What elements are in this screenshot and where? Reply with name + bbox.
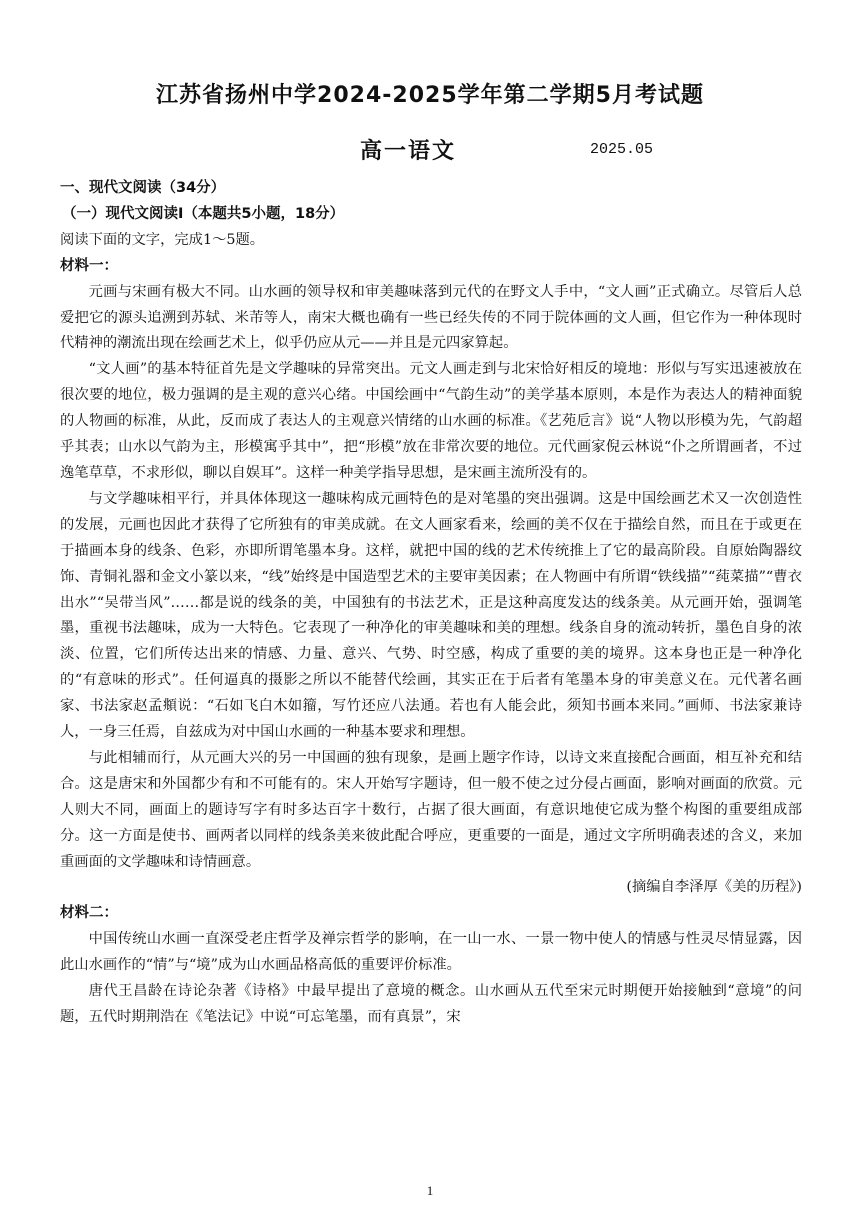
material-one-paragraph-2: “文人画”的基本特征首先是文学趣味的异常突出。元文人画走到与北宋恰好相反的境地：形似与写实迅速被放在很次要的地位，极力强调的是主观的意兴心绪。中国绘画中“气韵生动”的美学基本原则，本是作为表达人的精神面貌的人物画的标准，从此，反而成了表达人的主观意兴情绪的山水画的标准。《艺苑卮言》说“人物以形模为先，气韵超乎其表；山水以气韵为主，形模寓乎其中”，把“形模”放在非常次要的地位。元代画家倪云林说“仆之所谓画者，不过逸笔草草，不求形似，聊以自娱耳”。这样一种美学指导思想，是宋画主流所没有的。: [60, 361, 802, 481]
material-one-label: 材料一：: [60, 257, 118, 274]
material-one-paragraph-3: 与文学趣味相平行，并具体体现这一趣味构成元画特色的是对笔墨的突出强调。这是中国绘画艺术又一次创造性的发展，元画也因此才获得了它所独有的审美成就。在文人画家看来，绘画的美不仅在于描绘自然，而且在于或更在于描画本身的线条、色彩，亦即所谓笔墨本身。这样，就把中国的线的艺术传统推上了它的最高阶段。自原始陶器纹饰、青铜礼器和金文小篆以来，“线”始终是中国造型艺术的主要审美因素；在人物画中有所谓“铁线描”“莼菜描”“曹衣出水”“吴带当风”……都是说的线条的美，中国独有的书法艺术，正是这种高度发达的线条美。从元画开始，强调笔墨，重视书法趣味，成为一大特色。它表现了一种净化的审美趣味和美的理想。线条自身的流动转折，墨色自身的浓淡、位置，它们所传达出来的情感、力量、意兴、气势、时空感，构成了重要的美的境界。这本身也正是一种净化的“有意味的形式”。任何逼真的摄影之所以不能替代绘画，其实正在于后者有笔墨本身的审美意义在。元代著名画家、书法家赵孟頫说：“石如飞白木如籀，写竹还应八法通。若也有人能会此，须知书画本来同。”画师、书法家兼诗人，一身三任焉，自兹成为对中国山水画的一种基本要求和理想。: [60, 490, 802, 741]
reading-instruction: 阅读下面的文字，完成1～5题。: [60, 231, 265, 248]
exam-content: [60, 176, 802, 1031]
section-heading: 一、现代文阅读（34分）: [60, 180, 226, 196]
exam-title: 江苏省扬州中学2024-2025学年第二学期5月考试题: [156, 83, 704, 108]
exam-date: 2025.05: [590, 141, 654, 158]
material-one-paragraph-4: 与此相辅而行，从元画大兴的另一中国画的独有现象，是画上题字作诗，以诗文来直接配合画面，相互补充和结合。这是唐宋和外国都少有和不可能有的。宋人开始写字题诗，但一般不使之过分侵占画面，影响对画面的欣赏。元人则大不同，画面上的题诗写字有时多达百字十数行，占据了很大画面，有意识地使它成为整个构图的重要组成部分。这一方面是使书、画两者以同样的线条美来彼此配合呼应，更重要的一面是，通过文字所明确表述的含义，来加重画面的文学趣味和诗情画意。: [60, 749, 802, 870]
material-two-label: 材料二：: [60, 905, 118, 922]
subsection-heading: （一）现代文阅读Ⅰ（本题共5小题，18分）: [62, 205, 345, 222]
subject-title: 高一语文: [360, 139, 457, 164]
page-number: 1: [426, 1183, 434, 1198]
material-one-source: (摘编自李泽厚《美的历程》): [626, 879, 802, 896]
material-two-paragraph-1: 中国传统山水画一直深受老庄哲学及禅宗哲学的影响，在一山一水、一景一物中使人的情感与性灵尽情显露，因此山水画作的“情”与“境”成为山水画品格高低的重要评价标准。: [60, 931, 802, 974]
material-one-paragraph-1: 元画与宋画有极大不同。山水画的领导权和审美趣味落到元代的在野文人手中，“文人画”正式确立。尽管后人总爱把它的源头追溯到苏轼、米芾等人，南宋大概也确有一些已经失传的不同于院体画的文人画，但它作为一种体现时代精神的潮流出现在绘画艺术上，似乎仍应从元——并且是元四家算起。: [60, 283, 802, 352]
material-two-paragraph-2: 唐代王昌龄在诗论杂著《诗格》中最早提出了意境的概念。山水画从五代至宋元时期便开始接触到“意境”的问题，五代时期荆浩在《笔法记》中说“可忘笔墨，而有真景”，宋: [60, 983, 802, 1025]
